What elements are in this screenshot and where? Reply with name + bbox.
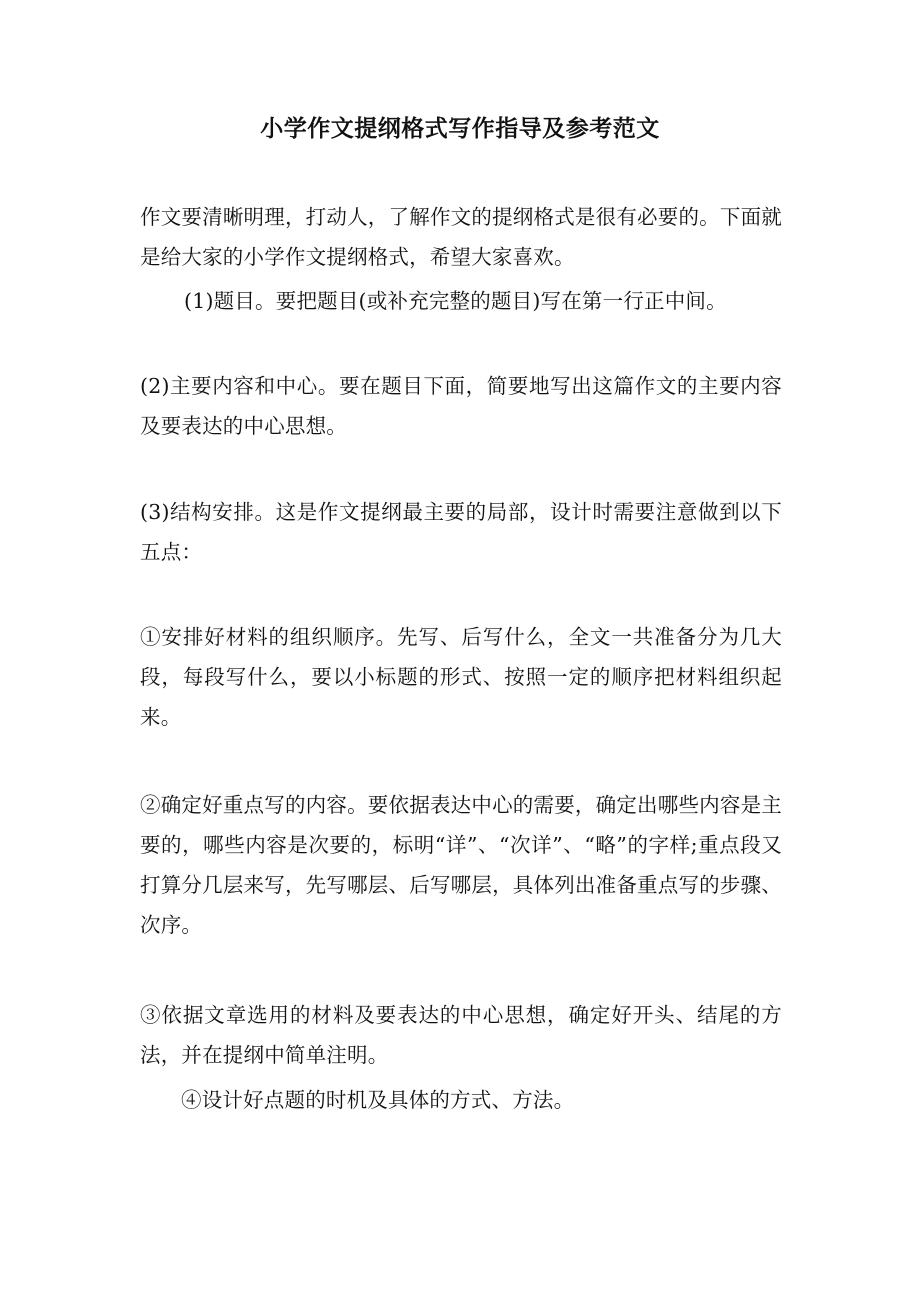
- structure-point-3: ③依据文章选用的材料及要表达的中心思想，确定好开头、结尾的方法，并在提纲中简单注明。: [140, 1003, 782, 1067]
- document-title: 小学作文提纲格式写作指导及参考范文: [260, 115, 660, 142]
- structure-point-2: ②确定好重点写的内容。要依据表达中心的需要，确定出哪些内容是主要的，哪些内容是次要的，标明“详”、“次详”、“略”的字样;重点段又打算分几层来写，先写哪层、后写哪层，具体列出准备重点写的步骤、次序。: [140, 793, 782, 937]
- structure-point-1: ①安排好材料的组织顺序。先写、后写什么，全文一共准备分为几大段，每段写什么，要以小标题的形式、按照一定的顺序把材料组织起来。: [140, 625, 782, 729]
- outline-item-content: (2)主要内容和中心。要在题目下面，简要地写出这篇作文的主要内容及要表达的中心思想。: [140, 374, 782, 438]
- intro-paragraph: 作文要清晰明理，打动人，了解作文的提纲格式是很有必要的。下面就是给大家的小学作文提纲格式，希望大家喜欢。: [140, 205, 782, 269]
- outline-item-structure: (3)结构安排。这是作文提纲最主要的局部，设计时需要注意做到以下五点：: [140, 500, 782, 564]
- outline-item-title: (1)题目。要把题目(或补充完整的题目)写在第一行正中间。: [184, 289, 727, 313]
- structure-point-4: ④设计好点题的时机及具体的方式、方法。: [181, 1088, 575, 1112]
